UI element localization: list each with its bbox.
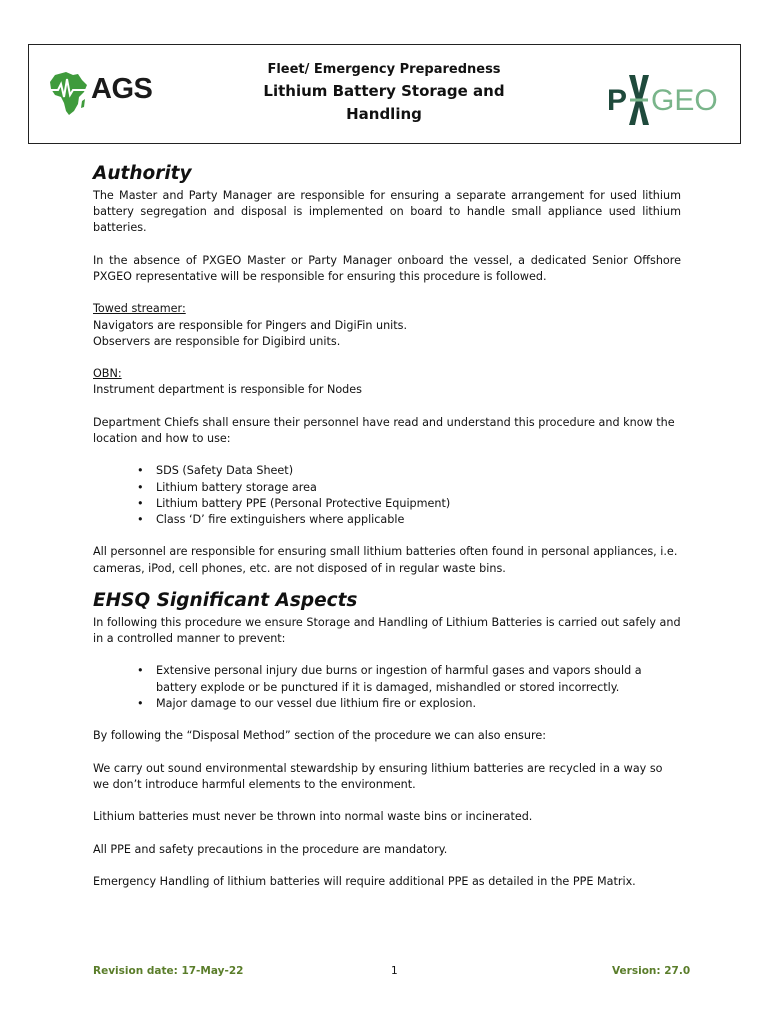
footer-revision-date: Revision date: 17-May-22: [93, 965, 244, 977]
authority-bullet-list: [93, 463, 681, 528]
authority-paragraph-2: In the absence of PXGEO Master or Party Manager onboard the vessel, a dedicated Senior Offshore PXGEO representative will be responsible for ensuring this procedure is followed.: [93, 253, 681, 283]
africa-map-icon: [49, 71, 89, 117]
ehsq-paragraph-5: All PPE and safety precautions in the procedure are mandatory.: [93, 842, 448, 856]
towed-streamer-label: Towed streamer:: [93, 302, 186, 316]
authority-paragraph-4: All personnel are responsible for ensuring small lithium batteries often found in personal appliances, i.e. cameras, iPod, cell phones, etc. are not disposed of in regular waste bins.: [93, 545, 678, 575]
list-item: • Lithium battery storage area: [93, 480, 681, 496]
ehsq-heading: EHSQ Significant Aspects: [93, 589, 358, 611]
ehsq-paragraph-6: Emergency Handling of lithium batteries will require additional PPE as detailed in the PPE Matrix.: [93, 874, 636, 888]
pxgeo-logo-graphic: [607, 73, 719, 127]
list-item: • Major damage to our vessel due lithium fire or explosion.: [93, 696, 681, 712]
header-title: [219, 61, 549, 125]
list-item: • SDS (Safety Data Sheet): [93, 463, 681, 479]
header-title-line-2: Handling: [346, 105, 422, 123]
ehsq-bullet-list: [93, 663, 681, 712]
svg-text:P: P: [607, 84, 628, 117]
footer-version: Version: 27.0: [612, 965, 691, 977]
svg-text:GEO: GEO: [651, 84, 718, 117]
authority-paragraph-3: Department Chiefs shall ensure their personnel have read and understand this procedure and know the location and how to use:: [93, 415, 675, 445]
list-item: • Lithium battery PPE (Personal Protective Equipment): [93, 496, 681, 512]
ehsq-paragraph-3: We carry out sound environmental stewardship by ensuring lithium batteries are recycled in a way so we don’t introduce harmful elements to the environment.: [93, 761, 663, 791]
header-subtitle: Fleet/ Emergency Preparedness: [267, 62, 501, 77]
document-header: [28, 44, 741, 144]
ehsq-paragraph-2: By following the “Disposal Method” section of the procedure we can also ensure:: [93, 729, 546, 743]
authority-heading: Authority: [93, 163, 192, 184]
ags-logo-text: AGS: [91, 73, 153, 105]
header-title-line-1: Lithium Battery Storage and: [263, 82, 505, 100]
towed-streamer-line-1: Navigators are responsible for Pingers and DigiFin units.: [93, 318, 408, 332]
towed-streamer-line-2: Observers are responsible for Digibird units.: [93, 334, 341, 348]
document-body: [93, 160, 681, 890]
ags-logo: [49, 71, 164, 119]
footer-page-number: 1: [391, 965, 398, 977]
list-item: • Extensive personal injury due burns or ingestion of harmful gases and vapors should a battery explode or be punctured if it is damaged, mishandled or stored incorrectly.: [93, 663, 681, 695]
obn-label: OBN:: [93, 367, 122, 381]
ehsq-paragraph-4: Lithium batteries must never be thrown into normal waste bins or incinerated.: [93, 810, 533, 824]
obn-line-1: Instrument department is responsible for Nodes: [93, 383, 362, 397]
ehsq-paragraph-1: In following this procedure we ensure Storage and Handling of Lithium Batteries is carried out safely and in a controlled manner to prevent:: [93, 615, 681, 645]
list-item: • Class ‘D’ fire extinguishers where applicable: [93, 512, 681, 528]
pxgeo-logo: [607, 73, 719, 127]
authority-paragraph-1: The Master and Party Manager are responsible for ensuring a separate arrangement for used lithium battery segregation and disposal is implemented on board to handle small appliance used lithium batteries.: [93, 189, 681, 235]
